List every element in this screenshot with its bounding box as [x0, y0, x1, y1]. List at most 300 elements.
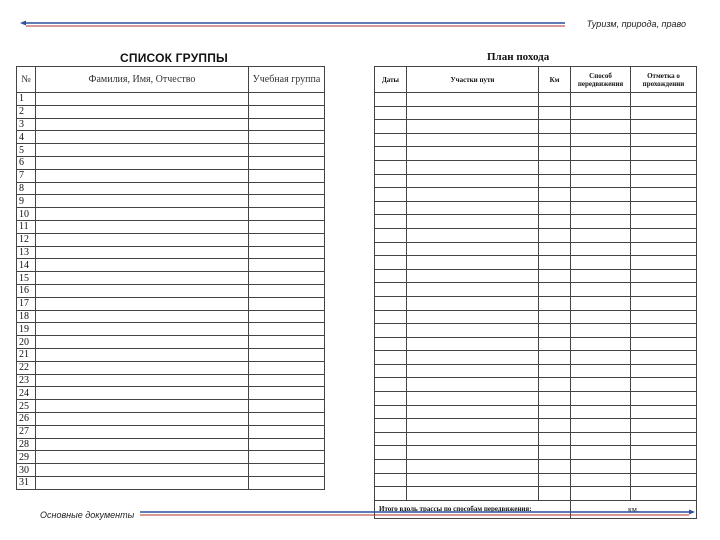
route-section-cell [407, 378, 539, 392]
table-row [375, 296, 697, 310]
dates-cell [375, 446, 407, 460]
row-number: 18 [17, 310, 36, 323]
study-group-cell [249, 348, 325, 361]
completion-mark-cell [631, 269, 697, 283]
km-cell [539, 242, 571, 256]
table-row [17, 387, 325, 400]
trip-plan-title: План похода [487, 51, 550, 63]
dates-cell [375, 93, 407, 107]
route-section-cell [407, 242, 539, 256]
table-row [17, 259, 325, 272]
route-section-cell [407, 324, 539, 338]
transport-method-cell [571, 242, 631, 256]
study-group-cell [249, 220, 325, 233]
route-section-cell [407, 269, 539, 283]
table-row [17, 464, 325, 477]
transport-method-cell [571, 324, 631, 338]
completion-mark-cell [631, 378, 697, 392]
table-row [375, 324, 697, 338]
km-cell [539, 487, 571, 501]
footer-title: Основные документы [40, 510, 135, 520]
full-name-cell [36, 208, 249, 221]
full-name-cell [36, 220, 249, 233]
table-row [375, 201, 697, 215]
row-number: 25 [17, 400, 36, 413]
dates-cell [375, 392, 407, 406]
table-row [375, 392, 697, 406]
table-row [17, 131, 325, 144]
completion-mark-cell [631, 351, 697, 365]
route-section-cell [407, 364, 539, 378]
transport-method-cell [571, 405, 631, 419]
row-number: 14 [17, 259, 36, 272]
row-number: 26 [17, 412, 36, 425]
table-row [17, 208, 325, 221]
full-name-cell [36, 105, 249, 118]
km-cell [539, 93, 571, 107]
study-group-cell [249, 451, 325, 464]
route-section-cell [407, 283, 539, 297]
row-number: 6 [17, 156, 36, 169]
full-name-cell [36, 336, 249, 349]
group-list-header-row [17, 67, 325, 93]
transport-method-cell [571, 337, 631, 351]
km-cell [539, 419, 571, 433]
route-section-cell [407, 487, 539, 501]
route-section-cell [407, 392, 539, 406]
table-row [375, 147, 697, 161]
full-name-cell [36, 438, 249, 451]
table-row [375, 120, 697, 134]
km-cell [539, 215, 571, 229]
transport-method-cell [571, 201, 631, 215]
table-row [17, 336, 325, 349]
row-number: 7 [17, 169, 36, 182]
km-cell [539, 201, 571, 215]
study-group-cell [249, 131, 325, 144]
table-row [375, 351, 697, 365]
completion-mark-cell [631, 106, 697, 120]
completion-mark-cell [631, 283, 697, 297]
route-section-cell [407, 310, 539, 324]
km-cell [539, 256, 571, 270]
full-name-cell [36, 131, 249, 144]
table-row [375, 364, 697, 378]
dates-cell [375, 432, 407, 446]
full-name-cell [36, 144, 249, 157]
transport-method-cell [571, 310, 631, 324]
km-cell [539, 310, 571, 324]
row-number: 1 [17, 93, 36, 106]
table-row [375, 337, 697, 351]
route-section-cell [407, 188, 539, 202]
table-row [375, 256, 697, 270]
completion-mark-cell [631, 460, 697, 474]
dates-cell [375, 487, 407, 501]
transport-method-cell [571, 487, 631, 501]
completion-mark-cell [631, 120, 697, 134]
transport-method-cell [571, 283, 631, 297]
route-section-cell [407, 133, 539, 147]
route-section-cell [407, 201, 539, 215]
transport-method-cell [571, 188, 631, 202]
route-section-cell [407, 93, 539, 107]
km-cell [539, 351, 571, 365]
km-cell [539, 364, 571, 378]
row-number: 16 [17, 284, 36, 297]
dates-cell [375, 188, 407, 202]
transport-method-cell [571, 364, 631, 378]
route-section-cell [407, 446, 539, 460]
transport-method-cell [571, 460, 631, 474]
study-group-cell [249, 169, 325, 182]
row-number: 3 [17, 118, 36, 131]
row-number: 13 [17, 246, 36, 259]
table-row [17, 425, 325, 438]
row-number: 29 [17, 451, 36, 464]
summary-unit: км. [571, 500, 697, 518]
column-header-number: № [17, 67, 36, 93]
route-section-cell [407, 160, 539, 174]
full-name-cell [36, 93, 249, 106]
full-name-cell [36, 272, 249, 285]
trip-plan-table [374, 66, 697, 519]
study-group-cell [249, 438, 325, 451]
km-cell [539, 120, 571, 134]
dates-cell [375, 201, 407, 215]
km-cell [539, 392, 571, 406]
row-number: 11 [17, 220, 36, 233]
km-cell [539, 296, 571, 310]
study-group-cell [249, 387, 325, 400]
km-cell [539, 337, 571, 351]
completion-mark-cell [631, 215, 697, 229]
table-row [17, 246, 325, 259]
full-name-cell [36, 156, 249, 169]
route-section-cell [407, 228, 539, 242]
dates-cell [375, 296, 407, 310]
completion-mark-cell [631, 392, 697, 406]
dates-cell [375, 160, 407, 174]
full-name-cell [36, 195, 249, 208]
dates-cell [375, 269, 407, 283]
transport-method-cell [571, 432, 631, 446]
full-name-cell [36, 374, 249, 387]
table-row [17, 233, 325, 246]
full-name-cell [36, 233, 249, 246]
dates-cell [375, 120, 407, 134]
transport-method-cell [571, 174, 631, 188]
dates-cell [375, 378, 407, 392]
full-name-cell [36, 259, 249, 272]
dates-cell [375, 133, 407, 147]
row-number: 28 [17, 438, 36, 451]
group-list-title: СПИСОК ГРУППЫ [120, 51, 228, 65]
dates-cell [375, 174, 407, 188]
dates-cell [375, 460, 407, 474]
km-cell [539, 446, 571, 460]
study-group-cell [249, 310, 325, 323]
completion-mark-cell [631, 256, 697, 270]
transport-method-cell [571, 106, 631, 120]
completion-mark-cell [631, 133, 697, 147]
column-header-completion-mark: Отметка о прохождении [631, 67, 697, 93]
trip-plan-header-row [375, 67, 697, 93]
transport-method-cell [571, 160, 631, 174]
column-header-full-name: Фамилия, Имя, Отчество [36, 67, 249, 93]
table-row [17, 284, 325, 297]
full-name-cell [36, 169, 249, 182]
transport-method-cell [571, 120, 631, 134]
route-section-cell [407, 106, 539, 120]
table-row [17, 195, 325, 208]
km-cell [539, 133, 571, 147]
table-row [17, 348, 325, 361]
table-row [375, 160, 697, 174]
table-row [375, 310, 697, 324]
full-name-cell [36, 387, 249, 400]
table-row [375, 473, 697, 487]
transport-method-cell [571, 378, 631, 392]
row-number: 4 [17, 131, 36, 144]
table-row [17, 400, 325, 413]
full-name-cell [36, 182, 249, 195]
study-group-cell [249, 284, 325, 297]
dates-cell [375, 215, 407, 229]
completion-mark-cell [631, 296, 697, 310]
table-row [375, 215, 697, 229]
km-cell [539, 188, 571, 202]
table-row [17, 310, 325, 323]
table-row [17, 93, 325, 106]
completion-mark-cell [631, 201, 697, 215]
group-list-table [16, 66, 325, 490]
transport-method-cell [571, 93, 631, 107]
transport-method-cell [571, 269, 631, 283]
full-name-cell [36, 323, 249, 336]
dates-cell [375, 324, 407, 338]
table-row [375, 228, 697, 242]
table-row [17, 144, 325, 157]
column-header-study-group: Учебная группа [249, 67, 325, 93]
dates-cell [375, 242, 407, 256]
row-number: 10 [17, 208, 36, 221]
study-group-cell [249, 144, 325, 157]
row-number: 21 [17, 348, 36, 361]
completion-mark-cell [631, 242, 697, 256]
dates-cell [375, 364, 407, 378]
summary-label: Итого вдоль трассы по способам передвижения: [375, 500, 571, 518]
table-row [17, 182, 325, 195]
full-name-cell [36, 246, 249, 259]
route-section-cell [407, 174, 539, 188]
completion-mark-cell [631, 160, 697, 174]
row-number: 27 [17, 425, 36, 438]
dates-cell [375, 351, 407, 365]
table-row [17, 323, 325, 336]
km-cell [539, 160, 571, 174]
row-number: 22 [17, 361, 36, 374]
study-group-cell [249, 93, 325, 106]
table-row [375, 405, 697, 419]
study-group-cell [249, 208, 325, 221]
route-section-cell [407, 460, 539, 474]
full-name-cell [36, 284, 249, 297]
transport-method-cell [571, 392, 631, 406]
km-cell [539, 473, 571, 487]
full-name-cell [36, 118, 249, 131]
transport-method-cell [571, 473, 631, 487]
completion-mark-cell [631, 487, 697, 501]
column-header-transport-method: Способ передвижения [571, 67, 631, 93]
study-group-cell [249, 118, 325, 131]
dates-cell [375, 337, 407, 351]
study-group-cell [249, 374, 325, 387]
transport-method-cell [571, 419, 631, 433]
table-row [375, 378, 697, 392]
completion-mark-cell [631, 174, 697, 188]
dates-cell [375, 473, 407, 487]
header-decorative-line [20, 20, 565, 28]
table-row [375, 487, 697, 501]
study-group-cell [249, 246, 325, 259]
study-group-cell [249, 105, 325, 118]
transport-method-cell [571, 228, 631, 242]
km-cell [539, 405, 571, 419]
dates-cell [375, 283, 407, 297]
column-header-dates: Даты [375, 67, 407, 93]
row-number: 20 [17, 336, 36, 349]
dates-cell [375, 419, 407, 433]
transport-method-cell [571, 296, 631, 310]
study-group-cell [249, 156, 325, 169]
table-row [375, 269, 697, 283]
study-group-cell [249, 233, 325, 246]
study-group-cell [249, 400, 325, 413]
footer-decorative-line [140, 509, 695, 517]
row-number: 24 [17, 387, 36, 400]
table-row [17, 272, 325, 285]
study-group-cell [249, 272, 325, 285]
table-row [17, 438, 325, 451]
completion-mark-cell [631, 405, 697, 419]
table-row [17, 169, 325, 182]
study-group-cell [249, 297, 325, 310]
row-number: 30 [17, 464, 36, 477]
route-section-cell [407, 256, 539, 270]
table-row [17, 374, 325, 387]
table-row [375, 242, 697, 256]
study-group-cell [249, 476, 325, 489]
full-name-cell [36, 400, 249, 413]
column-header-route-sections: Участки пути [407, 67, 539, 93]
completion-mark-cell [631, 419, 697, 433]
table-row [17, 412, 325, 425]
row-number: 8 [17, 182, 36, 195]
row-number: 2 [17, 105, 36, 118]
route-section-cell [407, 473, 539, 487]
study-group-cell [249, 323, 325, 336]
full-name-cell [36, 451, 249, 464]
table-row [375, 174, 697, 188]
study-group-cell [249, 361, 325, 374]
study-group-cell [249, 182, 325, 195]
completion-mark-cell [631, 188, 697, 202]
dates-cell [375, 147, 407, 161]
km-cell [539, 106, 571, 120]
completion-mark-cell [631, 446, 697, 460]
completion-mark-cell [631, 228, 697, 242]
table-row [375, 133, 697, 147]
header-title: Туризм, природа, право [586, 19, 686, 29]
completion-mark-cell [631, 473, 697, 487]
column-header-km: Км [539, 67, 571, 93]
table-row [375, 106, 697, 120]
dates-cell [375, 256, 407, 270]
table-row [375, 93, 697, 107]
completion-mark-cell [631, 93, 697, 107]
route-section-cell [407, 215, 539, 229]
km-cell [539, 269, 571, 283]
row-number: 5 [17, 144, 36, 157]
km-cell [539, 147, 571, 161]
route-section-cell [407, 337, 539, 351]
dates-cell [375, 228, 407, 242]
table-row [17, 220, 325, 233]
study-group-cell [249, 259, 325, 272]
full-name-cell [36, 310, 249, 323]
full-name-cell [36, 297, 249, 310]
completion-mark-cell [631, 432, 697, 446]
row-number: 12 [17, 233, 36, 246]
transport-method-cell [571, 133, 631, 147]
table-row [17, 476, 325, 489]
row-number: 23 [17, 374, 36, 387]
table-row [375, 432, 697, 446]
full-name-cell [36, 464, 249, 477]
full-name-cell [36, 412, 249, 425]
study-group-cell [249, 195, 325, 208]
km-cell [539, 324, 571, 338]
study-group-cell [249, 412, 325, 425]
completion-mark-cell [631, 337, 697, 351]
row-number: 31 [17, 476, 36, 489]
transport-method-cell [571, 256, 631, 270]
km-cell [539, 174, 571, 188]
completion-mark-cell [631, 364, 697, 378]
route-section-cell [407, 296, 539, 310]
dates-cell [375, 310, 407, 324]
table-row [17, 105, 325, 118]
table-row [375, 460, 697, 474]
transport-method-cell [571, 215, 631, 229]
full-name-cell [36, 361, 249, 374]
table-row [17, 118, 325, 131]
route-section-cell [407, 147, 539, 161]
km-cell [539, 432, 571, 446]
table-row [17, 297, 325, 310]
completion-mark-cell [631, 147, 697, 161]
km-cell [539, 460, 571, 474]
route-section-cell [407, 351, 539, 365]
study-group-cell [249, 464, 325, 477]
transport-method-cell [571, 446, 631, 460]
route-section-cell [407, 120, 539, 134]
transport-method-cell [571, 147, 631, 161]
table-row [17, 156, 325, 169]
study-group-cell [249, 425, 325, 438]
route-section-cell [407, 419, 539, 433]
